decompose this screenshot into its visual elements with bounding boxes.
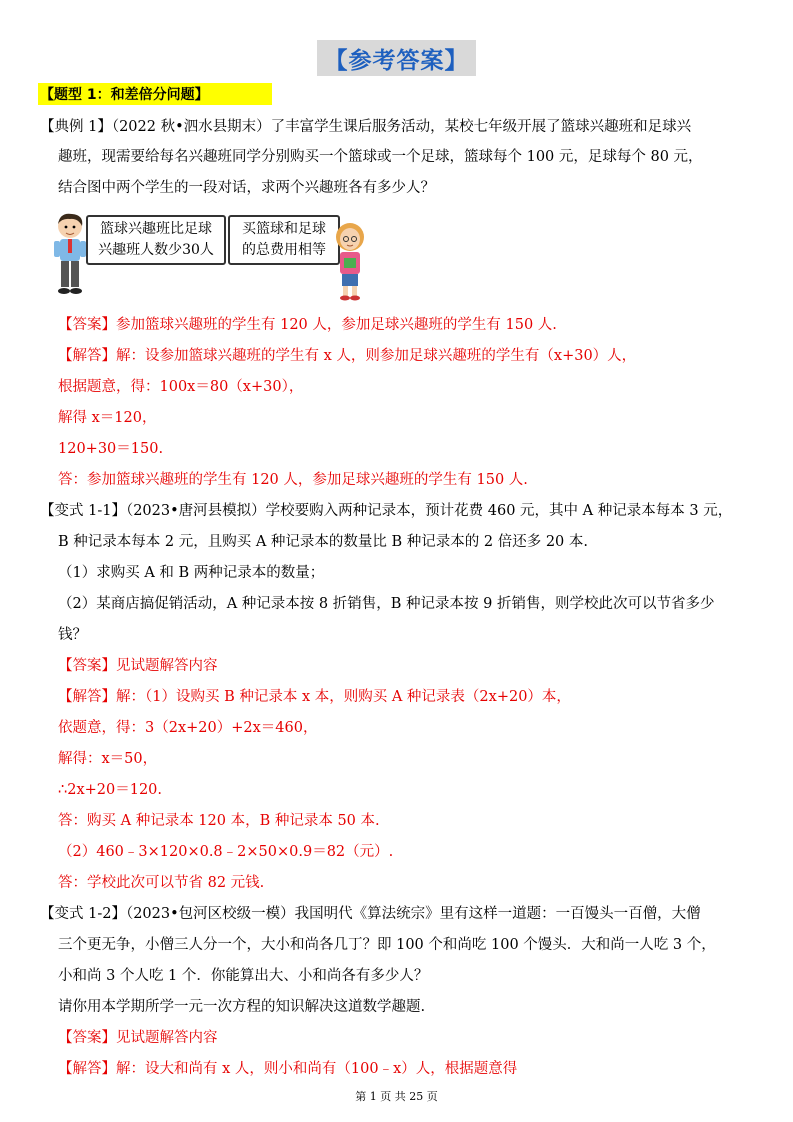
variant12-line1: 【变式 1-2】（2023•包河区校级一模）我国明代《算法统宗》里有这样一道题：一百馒头一百僧，大僧 bbox=[40, 906, 701, 922]
variant11-question2a: （2）某商店搞促销活动，A 种记录本按 8 折销售，B 种记录本按 9 折销售，则学校此次可以节省多少 bbox=[58, 596, 715, 612]
variant11-line1: 【变式 1-1】（2023•唐河县模拟）学校要购入两种记录本，预计花费 460 元，其中 A 种记录本每本 3 元， bbox=[40, 503, 733, 519]
variant11-line2: B 种记录本每本 2 元，且购买 A 种记录本的数量比 B 种记录本的 2 倍还多 20 本. bbox=[58, 534, 588, 550]
bubble-boy-line2: 兴趣班人数少30人 bbox=[98, 242, 214, 258]
variant11-solution-2: 依题意，得：3（2x+20）+2x＝460， bbox=[58, 720, 318, 736]
example1-solution-2: 根据题意，得：100x＝80（x+30）， bbox=[58, 379, 304, 395]
page-title: 【参考答案】 bbox=[324, 47, 469, 74]
example1-solution-5: 答：参加篮球兴趣班的学生有 120 人，参加足球兴趣班的学生有 150 人. bbox=[58, 472, 528, 488]
speech-bubble-girl bbox=[228, 215, 340, 265]
variant11-answer: 【答案】见试题解答内容 bbox=[58, 658, 218, 674]
example1-answer: 【答案】参加篮球兴趣班的学生有 120 人，参加足球兴趣班的学生有 150 人. bbox=[58, 317, 557, 333]
variant11-solution-6: （2）460﹣3×120×0.8﹣2×50×0.9＝82（元）. bbox=[58, 844, 394, 860]
section-heading bbox=[38, 83, 272, 105]
variant12-solution-1: 【解答】解：设大和尚有 x 人，则小和尚有（100﹣x）人，根据题意得 bbox=[58, 1061, 518, 1077]
bubble-girl-line1: 买篮球和足球 bbox=[242, 221, 326, 237]
page-footer: 第 1 页 共 25 页 bbox=[355, 1090, 438, 1103]
girl-student-illustration bbox=[332, 222, 368, 302]
bubble-girl-line2: 的总费用相等 bbox=[242, 242, 326, 258]
variant12-line4: 请你用本学期所学一元一次方程的知识解决这道数学趣题. bbox=[58, 999, 426, 1015]
example1-solution-4: 120+30＝150. bbox=[58, 441, 164, 457]
variant11-question1: （1）求购买 A 和 B 两种记录本的数量； bbox=[58, 565, 325, 581]
variant12-line3: 小和尚 3 个人吃 1 个．你能算出大、小和尚各有多少人？ bbox=[58, 968, 429, 984]
variant11-question2b: 钱？ bbox=[58, 627, 87, 643]
example1-line3: 结合图中两个学生的一段对话，求两个兴趣班各有多少人？ bbox=[58, 180, 435, 196]
answer-title-box bbox=[317, 40, 476, 76]
example1-solution-1: 【解答】解：设参加篮球兴趣班的学生有 x 人，则参加足球兴趣班的学生有（x+30）人， bbox=[58, 348, 637, 364]
example1-line2: 趣班，现需要给每名兴趣班同学分别购买一个篮球或一个足球，篮球每个 100 元，足球每个 80 元， bbox=[58, 149, 703, 165]
example1-solution-3: 解得 x＝120， bbox=[58, 410, 157, 426]
variant11-solution-7: 答：学校此次可以节省 82 元钱. bbox=[58, 875, 265, 891]
speech-bubble-boy bbox=[86, 215, 226, 265]
variant11-solution-1: 【解答】解：（1）设购买 B 种记录本 x 本，则购买 A 种记录表（2x+20）本， bbox=[58, 689, 571, 705]
bubble-boy-line1: 篮球兴趣班比足球 bbox=[100, 221, 212, 237]
variant12-line2: 三个更无争，小僧三人分一个，大小和尚各几丁？即 100 个和尚吃 100 个馒头．大和尚一人吃 3 个， bbox=[58, 937, 716, 953]
example1-line1: 【典例 1】（2022 秋•泗水县期末）了丰富学生课后服务活动，某校七年级开展了篮球兴趣班和足球兴 bbox=[40, 119, 692, 135]
section-title: 【题型 1：和差倍分问题】 bbox=[40, 87, 209, 103]
variant11-solution-3: 解得：x＝50， bbox=[58, 751, 158, 767]
variant12-answer: 【答案】见试题解答内容 bbox=[58, 1030, 218, 1046]
boy-student-illustration bbox=[52, 212, 88, 300]
variant11-solution-5: 答：购买 A 种记录本 120 本，B 种记录本 50 本. bbox=[58, 813, 380, 829]
variant11-solution-4: ∴2x+20＝120. bbox=[58, 782, 163, 798]
